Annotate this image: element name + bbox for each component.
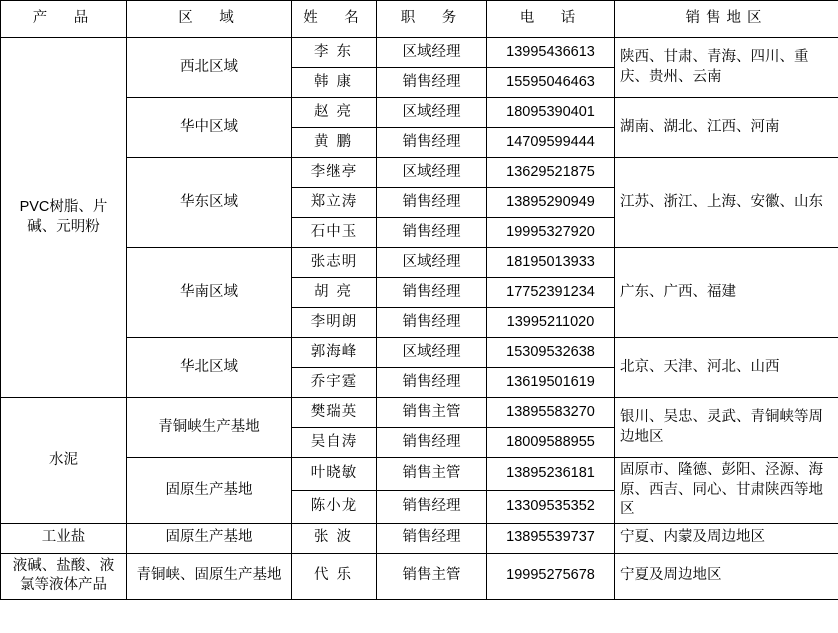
sales-area-cell: 江苏、浙江、上海、安徽、山东	[615, 158, 838, 248]
person-phone-cell[interactable]: 13895583270	[487, 398, 615, 428]
sales-area-cell: 湖南、湖北、江西、河南	[615, 98, 838, 158]
person-phone-cell[interactable]: 18095390401	[487, 98, 615, 128]
person-phone-cell[interactable]: 15595046463	[487, 68, 615, 98]
region-cell: 西北区域	[127, 38, 292, 98]
person-name-cell: 石中玉	[292, 218, 377, 248]
table-row	[1, 98, 838, 128]
person-name-cell: 叶晓敏	[292, 458, 377, 491]
person-name-cell: 李东	[292, 38, 377, 68]
person-name-cell: 赵亮	[292, 98, 377, 128]
region-cell: 固原生产基地	[127, 523, 292, 553]
table-row	[1, 523, 838, 553]
column-header-region: 区 域	[127, 1, 292, 38]
header-row	[1, 1, 838, 38]
table-body	[1, 38, 838, 600]
region-cell: 华南区域	[127, 248, 292, 338]
column-header-product: 产 品	[1, 1, 127, 38]
person-name-cell: 李明朗	[292, 308, 377, 338]
person-name-cell: 乔宇霆	[292, 368, 377, 398]
person-title-cell: 销售经理	[377, 218, 487, 248]
person-phone-cell[interactable]: 13895236181	[487, 458, 615, 491]
person-name-cell: 李继亭	[292, 158, 377, 188]
column-header-area: 销售地区	[615, 1, 838, 38]
sales-area-cell: 宁夏、内蒙及周边地区	[615, 523, 838, 553]
person-title-cell: 销售经理	[377, 523, 487, 553]
person-phone-cell[interactable]: 13895290949	[487, 188, 615, 218]
region-cell: 华中区域	[127, 98, 292, 158]
table-row	[1, 553, 838, 599]
product-cell: 水泥	[1, 398, 127, 524]
person-name-cell: 樊瑞英	[292, 398, 377, 428]
person-phone-cell[interactable]: 18195013933	[487, 248, 615, 278]
person-title-cell: 销售主管	[377, 398, 487, 428]
table-row	[1, 458, 838, 491]
person-phone-cell[interactable]: 13995211020	[487, 308, 615, 338]
person-phone-cell[interactable]: 15309532638	[487, 338, 615, 368]
sales-area-cell: 银川、吴忠、灵武、青铜峡等周边地区	[615, 398, 838, 458]
column-header-phone: 电 话	[487, 1, 615, 38]
person-title-cell: 区域经理	[377, 248, 487, 278]
column-header-title: 职 务	[377, 1, 487, 38]
person-name-cell: 郭海峰	[292, 338, 377, 368]
sales-area-cell: 宁夏及周边地区	[615, 553, 838, 599]
person-phone-cell[interactable]: 13895539737	[487, 523, 615, 553]
person-phone-cell[interactable]: 19995327920	[487, 218, 615, 248]
person-name-cell: 张志明	[292, 248, 377, 278]
person-phone-cell[interactable]: 13629521875	[487, 158, 615, 188]
table-row	[1, 398, 838, 428]
person-name-cell: 张波	[292, 523, 377, 553]
person-title-cell: 销售经理	[377, 368, 487, 398]
person-name-cell: 黄鹏	[292, 128, 377, 158]
person-title-cell: 销售经理	[377, 428, 487, 458]
person-title-cell: 销售主管	[377, 553, 487, 599]
table-header	[1, 1, 838, 38]
sales-area-cell: 陕西、甘肃、青海、四川、重庆、贵州、云南	[615, 38, 838, 98]
person-phone-cell[interactable]: 14709599444	[487, 128, 615, 158]
table-row	[1, 248, 838, 278]
table-row	[1, 338, 838, 368]
person-title-cell: 销售经理	[377, 68, 487, 98]
region-cell: 青铜峡、固原生产基地	[127, 553, 292, 599]
region-cell: 固原生产基地	[127, 458, 292, 524]
sales-area-cell: 固原市、隆德、彭阳、泾源、海原、西吉、同心、甘肃陕西等地区	[615, 458, 838, 524]
product-cell: PVC树脂、片碱、元明粉	[1, 38, 127, 398]
person-phone-cell[interactable]: 18009588955	[487, 428, 615, 458]
person-name-cell: 郑立涛	[292, 188, 377, 218]
person-title-cell: 区域经理	[377, 38, 487, 68]
region-cell: 华北区域	[127, 338, 292, 398]
sales-area-cell: 广东、广西、福建	[615, 248, 838, 338]
person-title-cell: 区域经理	[377, 98, 487, 128]
person-title-cell: 销售经理	[377, 188, 487, 218]
person-name-cell: 吴自涛	[292, 428, 377, 458]
column-header-name: 姓 名	[292, 1, 377, 38]
product-cell: 工业盐	[1, 523, 127, 553]
person-phone-cell[interactable]: 13619501619	[487, 368, 615, 398]
person-title-cell: 区域经理	[377, 158, 487, 188]
person-name-cell: 胡亮	[292, 278, 377, 308]
person-name-cell: 陈小龙	[292, 490, 377, 523]
product-cell: 液碱、盐酸、液氯等液体产品	[1, 553, 127, 599]
person-title-cell: 销售经理	[377, 308, 487, 338]
person-name-cell: 代乐	[292, 553, 377, 599]
sales-area-cell: 北京、天津、河北、山西	[615, 338, 838, 398]
person-title-cell: 销售经理	[377, 128, 487, 158]
person-phone-cell[interactable]: 13995436613	[487, 38, 615, 68]
region-cell: 青铜峡生产基地	[127, 398, 292, 458]
person-phone-cell[interactable]: 19995275678	[487, 553, 615, 599]
person-title-cell: 销售主管	[377, 458, 487, 491]
person-phone-cell[interactable]: 13309535352	[487, 490, 615, 523]
region-cell: 华东区域	[127, 158, 292, 248]
person-title-cell: 销售经理	[377, 490, 487, 523]
table-row	[1, 158, 838, 188]
table-row	[1, 38, 838, 68]
person-title-cell: 销售经理	[377, 278, 487, 308]
person-phone-cell[interactable]: 17752391234	[487, 278, 615, 308]
person-name-cell: 韩康	[292, 68, 377, 98]
person-title-cell: 区域经理	[377, 338, 487, 368]
